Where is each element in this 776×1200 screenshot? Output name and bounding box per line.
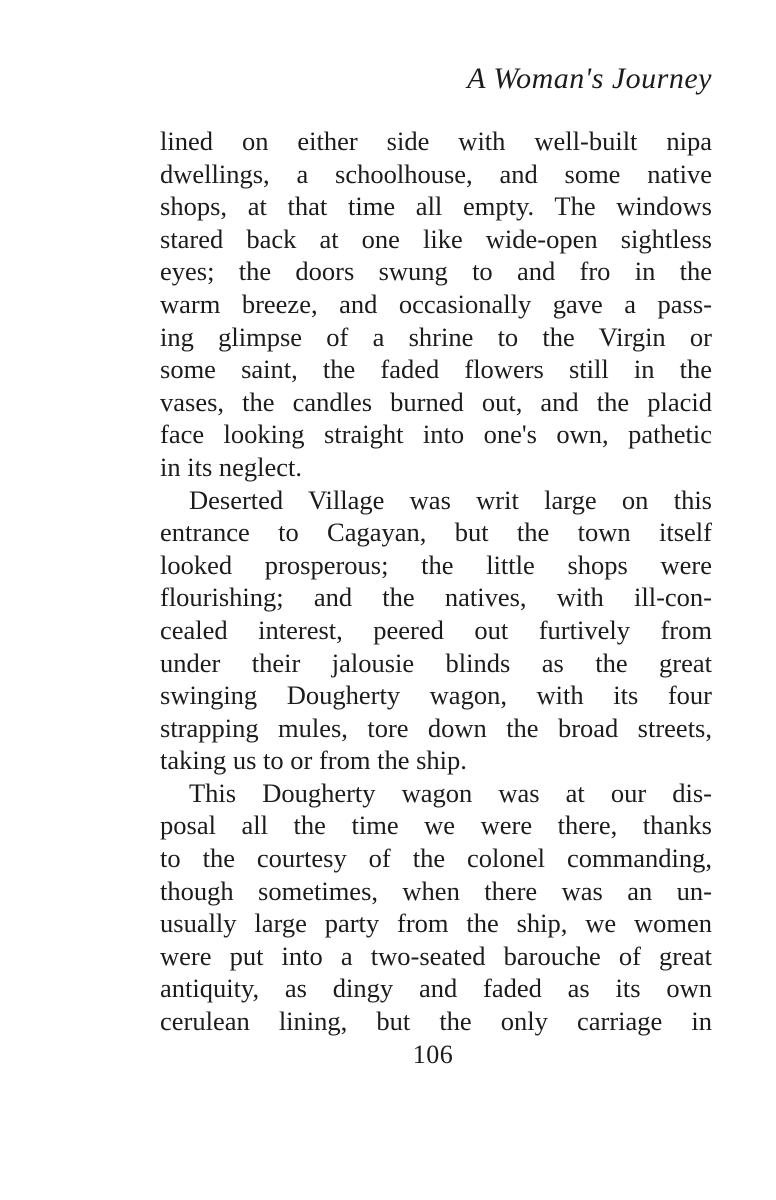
text-line: some saint, the faded flowers still in the <box>160 354 712 385</box>
text-line: taking us to or from the ship. <box>160 745 467 776</box>
text-line: lined on either side with well-built nipa <box>160 126 712 156</box>
text-line: This Dougherty wagon was at our dis- <box>189 777 712 808</box>
text-line: face looking straight into one's own, pathetic <box>160 419 712 450</box>
text-line: posal all the time we were there, thanks <box>160 810 712 841</box>
text-line: usually large party from the ship, we women <box>160 908 712 939</box>
text-line: cealed interest, peered out furtively from <box>160 614 712 645</box>
text-line: strapping mules, tore down the broad streets, <box>160 712 712 743</box>
paragraph-2 <box>160 484 712 777</box>
text-line: to the courtesy of the colonel commanding, <box>160 843 712 874</box>
text-line: in its neglect. <box>160 451 303 482</box>
text-line: though sometimes, when there was an un- <box>160 875 712 906</box>
text-line: were put into a two-seated barouche of great <box>160 940 712 971</box>
text-line: under their jalousie blinds as the great <box>160 647 712 678</box>
running-head: A Woman's Journey <box>467 62 712 95</box>
text-line: cerulean lining, but the only carriage in <box>160 1006 712 1037</box>
text-line: flourishing; and the natives, with ill-con- <box>160 582 712 613</box>
text-line: eyes; the doors swung to and fro in the <box>160 256 712 287</box>
text-line: warm breeze, and occasionally gave a pass- <box>160 288 712 319</box>
text-line: Deserted Village was writ large on this <box>189 484 712 515</box>
text-line: dwellings, a schoolhouse, and some native <box>160 158 712 189</box>
text-line: entrance to Cagayan, but the town itself <box>160 517 712 548</box>
paragraph-1 <box>160 125 712 484</box>
text-line: swinging Dougherty wagon, with its four <box>160 680 712 711</box>
paragraph-3 <box>160 777 712 1038</box>
text-line: looked prosperous; the little shops were <box>160 549 712 580</box>
body-text <box>160 125 712 1038</box>
text-line: shops, at that time all empty. The windows <box>160 191 712 222</box>
text-line: vases, the candles burned out, and the placid <box>160 386 712 417</box>
page-number: 106 <box>412 1040 454 1069</box>
text-line: stared back at one like wide-open sightless <box>160 223 712 254</box>
text-line: ing glimpse of a shrine to the Virgin or <box>160 321 712 352</box>
text-line: antiquity, as dingy and faded as its own <box>160 973 712 1004</box>
